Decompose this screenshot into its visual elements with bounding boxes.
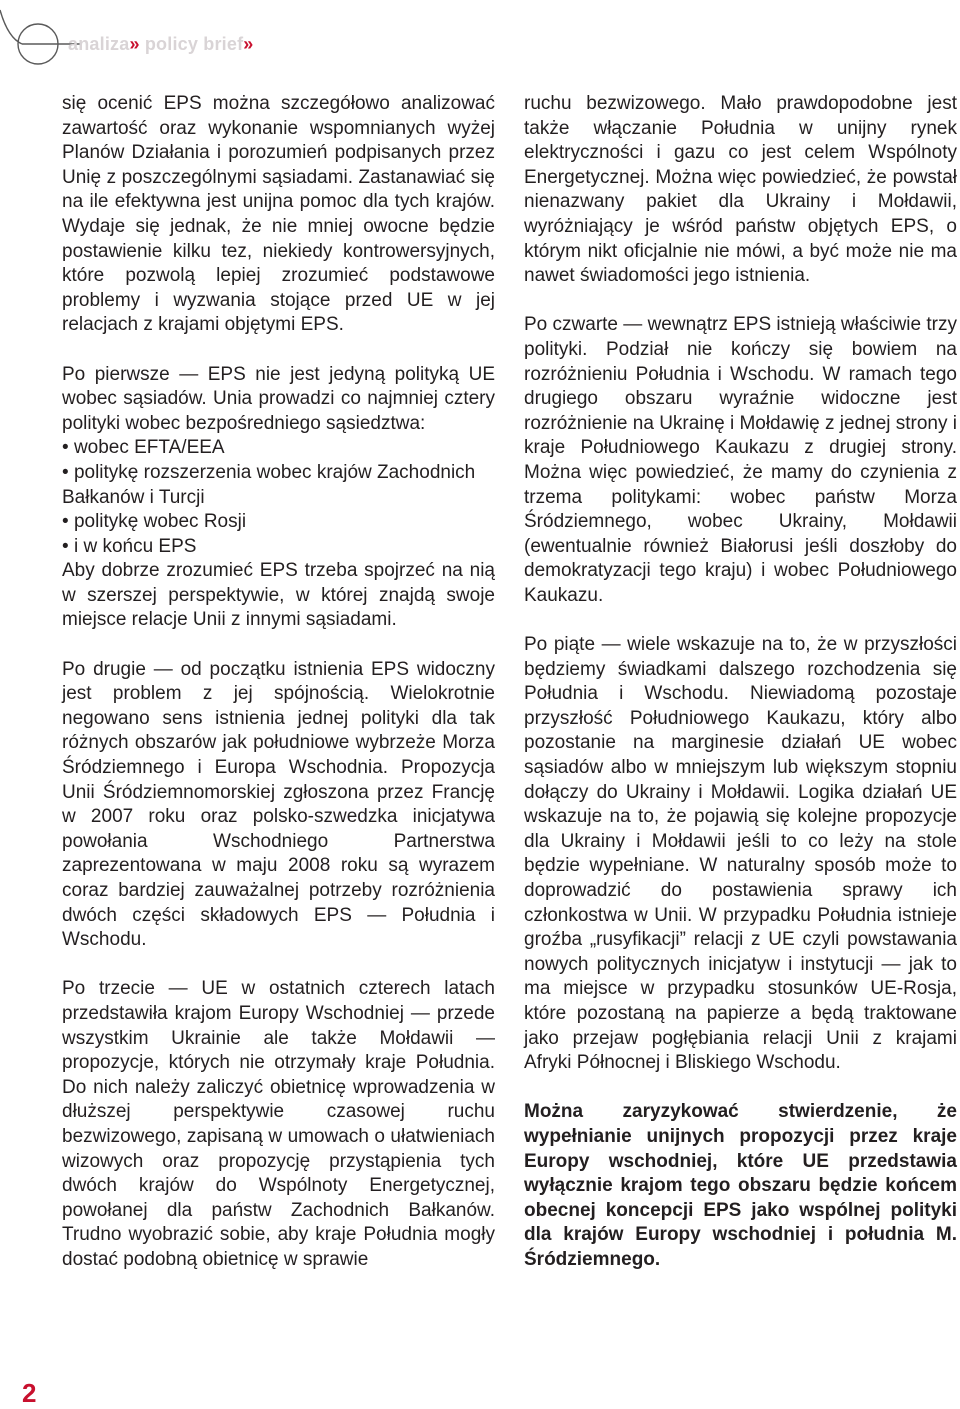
paragraph: Po drugie — od początku istnienia EPS widoczny jest problem z jej spójnością. Wielokrotnie negowano sens istnienia jednej polityki dla tak różnych obszarów jak południowe wybrzeże Morza Śródziemnego i Europa Wschodnia. Propozycja Unii Śródziemnomorskiej zgłoszona przez Francję w 2007 roku oraz polsko-szwedzka inicjatywa powołania Wschodniego Partnerstwa zaprezentowana w maju 2008 roku są wyrazem coraz bardziej zauważalnej potrzeby rozróżnienia dwóch części składowych EPS — Południa i Wschodu.: [62, 658, 495, 951]
header-series: policy brief: [144, 34, 244, 54]
conclusion-paragraph: Można zaryzykować stwierdzenie, że wypełnianie unijnych propozycji przez kraje Europy wschodniej, które UE przedstawia wyłącznie krajom tego obszaru będzie końcem obecnej koncepcji EPS jako wspólnej polityki dla krajów Europy wschodniej i południa M. Śródziemnego.: [524, 1101, 957, 1270]
left-column: [62, 92, 495, 1297]
logo-circle-icon: [0, 0, 80, 66]
header-title: [68, 34, 254, 55]
paragraph: Po pierwsze — EPS nie jest jedyną polityką UE wobec sąsiadów. Unia prowadzi co najmniej cztery polityki wobec bezpośredniego sąsiedztwa:: [62, 363, 495, 434]
header-separator: »: [129, 34, 140, 54]
list-item: • i w końcu EPS: [62, 535, 495, 560]
paragraph: się ocenić EPS można szczegółowo analizować zawartość oraz wykonanie wspomnianych wyżej Planów Działania i porozumień podpisanych przez Unię z poszczególnymi sąsiadami. Zastanawiać się na ile efektywna jest unijna pomoc dla tych krajów. Wydaje się jednak, że nie mniej owocne będzie postawienie kilku tez, niekiedy kontrowersyjnych, które pozwolą lepiej zrozumieć podstawowe problemy i wyzwania stojące przed UE w jej relacjach z krajami objętymi EPS.: [62, 93, 495, 336]
paragraph: ruchu bezwizowego. Mało prawdopodobne jest także włączanie Południa w unijny rynek elektryczności i gazu co jest celem Wspólnoty Energetycznej. Można więc powiedzieć, że powstał nienazwany pakiet dla Ukrainy i Mołdawii, wyróżniający je wśród państw objętych EPS, o którym nikt oficjalnie nie mówi, a być może nie ma nawet świadomości jego istnienia.: [524, 93, 957, 287]
header-section: analiza: [68, 34, 130, 54]
header-separator-end: »: [243, 34, 254, 54]
paragraph: Po trzecie — UE w ostatnich czterech latach przedstawiła krajom Europy Wschodniej — przede wszystkim Ukrainie ale także Mołdawii — propozycje, których nie otrzymały kraje Południa. Do nich należy zaliczyć obietnicę wprowadzenia w dłuższej perspektywie czasowej ruchu bezwizowego, zapisaną w umowach o ułatwieniach wizowych oraz propozycję przystąpienia tych dwóch krajów do Wspólnoty Energetycznej, powołanej dla państw Zachodnich Bałkanów. Trudno wyobrazić sobie, aby kraje Południa mogły dostać podobną obietnicę w sprawie: [62, 978, 495, 1270]
list-item: • wobec EFTA/EEA: [62, 436, 495, 461]
paragraph: Po piąte — wiele wskazuje na to, że w przyszłości będziemy świadkami dalszego rozchodzenia się Południa i Wschodu. Niewiadomą pozostaje przyszłość Południowego Kaukazu, który albo pozostanie na marginesie działań UE wobec sąsiadów albo w mniejszym lub większym stopniu dołączy do Ukrainy i Mołdawii. Logika działań UE wskazuje na to, że pojawią się kolejne propozycje dla Ukrainy i Mołdawii jeśli to co leży na stole będzie wypełniane. W naturalny sposób może to doprowadzić do postawienia sprawy ich członkostwa w Unii. W przypadku Południa istnieje groźba „rusyfikacji” relacji z UE czyli powstawania nowych politycznych inicjatyw i instytucji — jak to ma miejsce w przypadku stosunków UE-Rosja, które pozostaną na papierze a będą traktowane jako przejaw pogłębiania relacji Unii z krajami Afryki Północnej i Bliskiego Wschodu.: [524, 634, 957, 1074]
page-number: 2: [22, 1378, 37, 1408]
right-column: [524, 92, 957, 1297]
paragraph: Po czwarte — wewnątrz EPS istnieją właściwie trzy polityki. Podział nie kończy się bowiem na rozróżnieniu Południa i Wschodu. W ramach tego drugiego obszaru wyraźnie widoczne jest rozróżnienie na Ukrainę i Mołdawię z jednej strony i kraje Południowego Kaukazu z drugiej strony. Można więc powiedzieć, że mamy do czynienia z trzema politykami: wobec państw Morza Śródziemnego, wobec Ukrainy, Mołdawii (ewentualnie również Białorusi jeśli doszłoby do demokratyzacji tego kraju) i wobec Południowego Kaukazu.: [524, 314, 957, 606]
policy-list: [62, 436, 495, 559]
list-item: • politykę wobec Rosji: [62, 510, 495, 535]
list-item: • politykę rozszerzenia wobec krajów Zachodnich Bałkanów i Turcji: [62, 461, 495, 510]
paragraph: Aby dobrze zrozumieć EPS trzeba spojrzeć na nią w szerszej perspektywie, w której znajdą swoje miejsce relacje Unii z innymi sąsiadami.: [62, 560, 495, 631]
